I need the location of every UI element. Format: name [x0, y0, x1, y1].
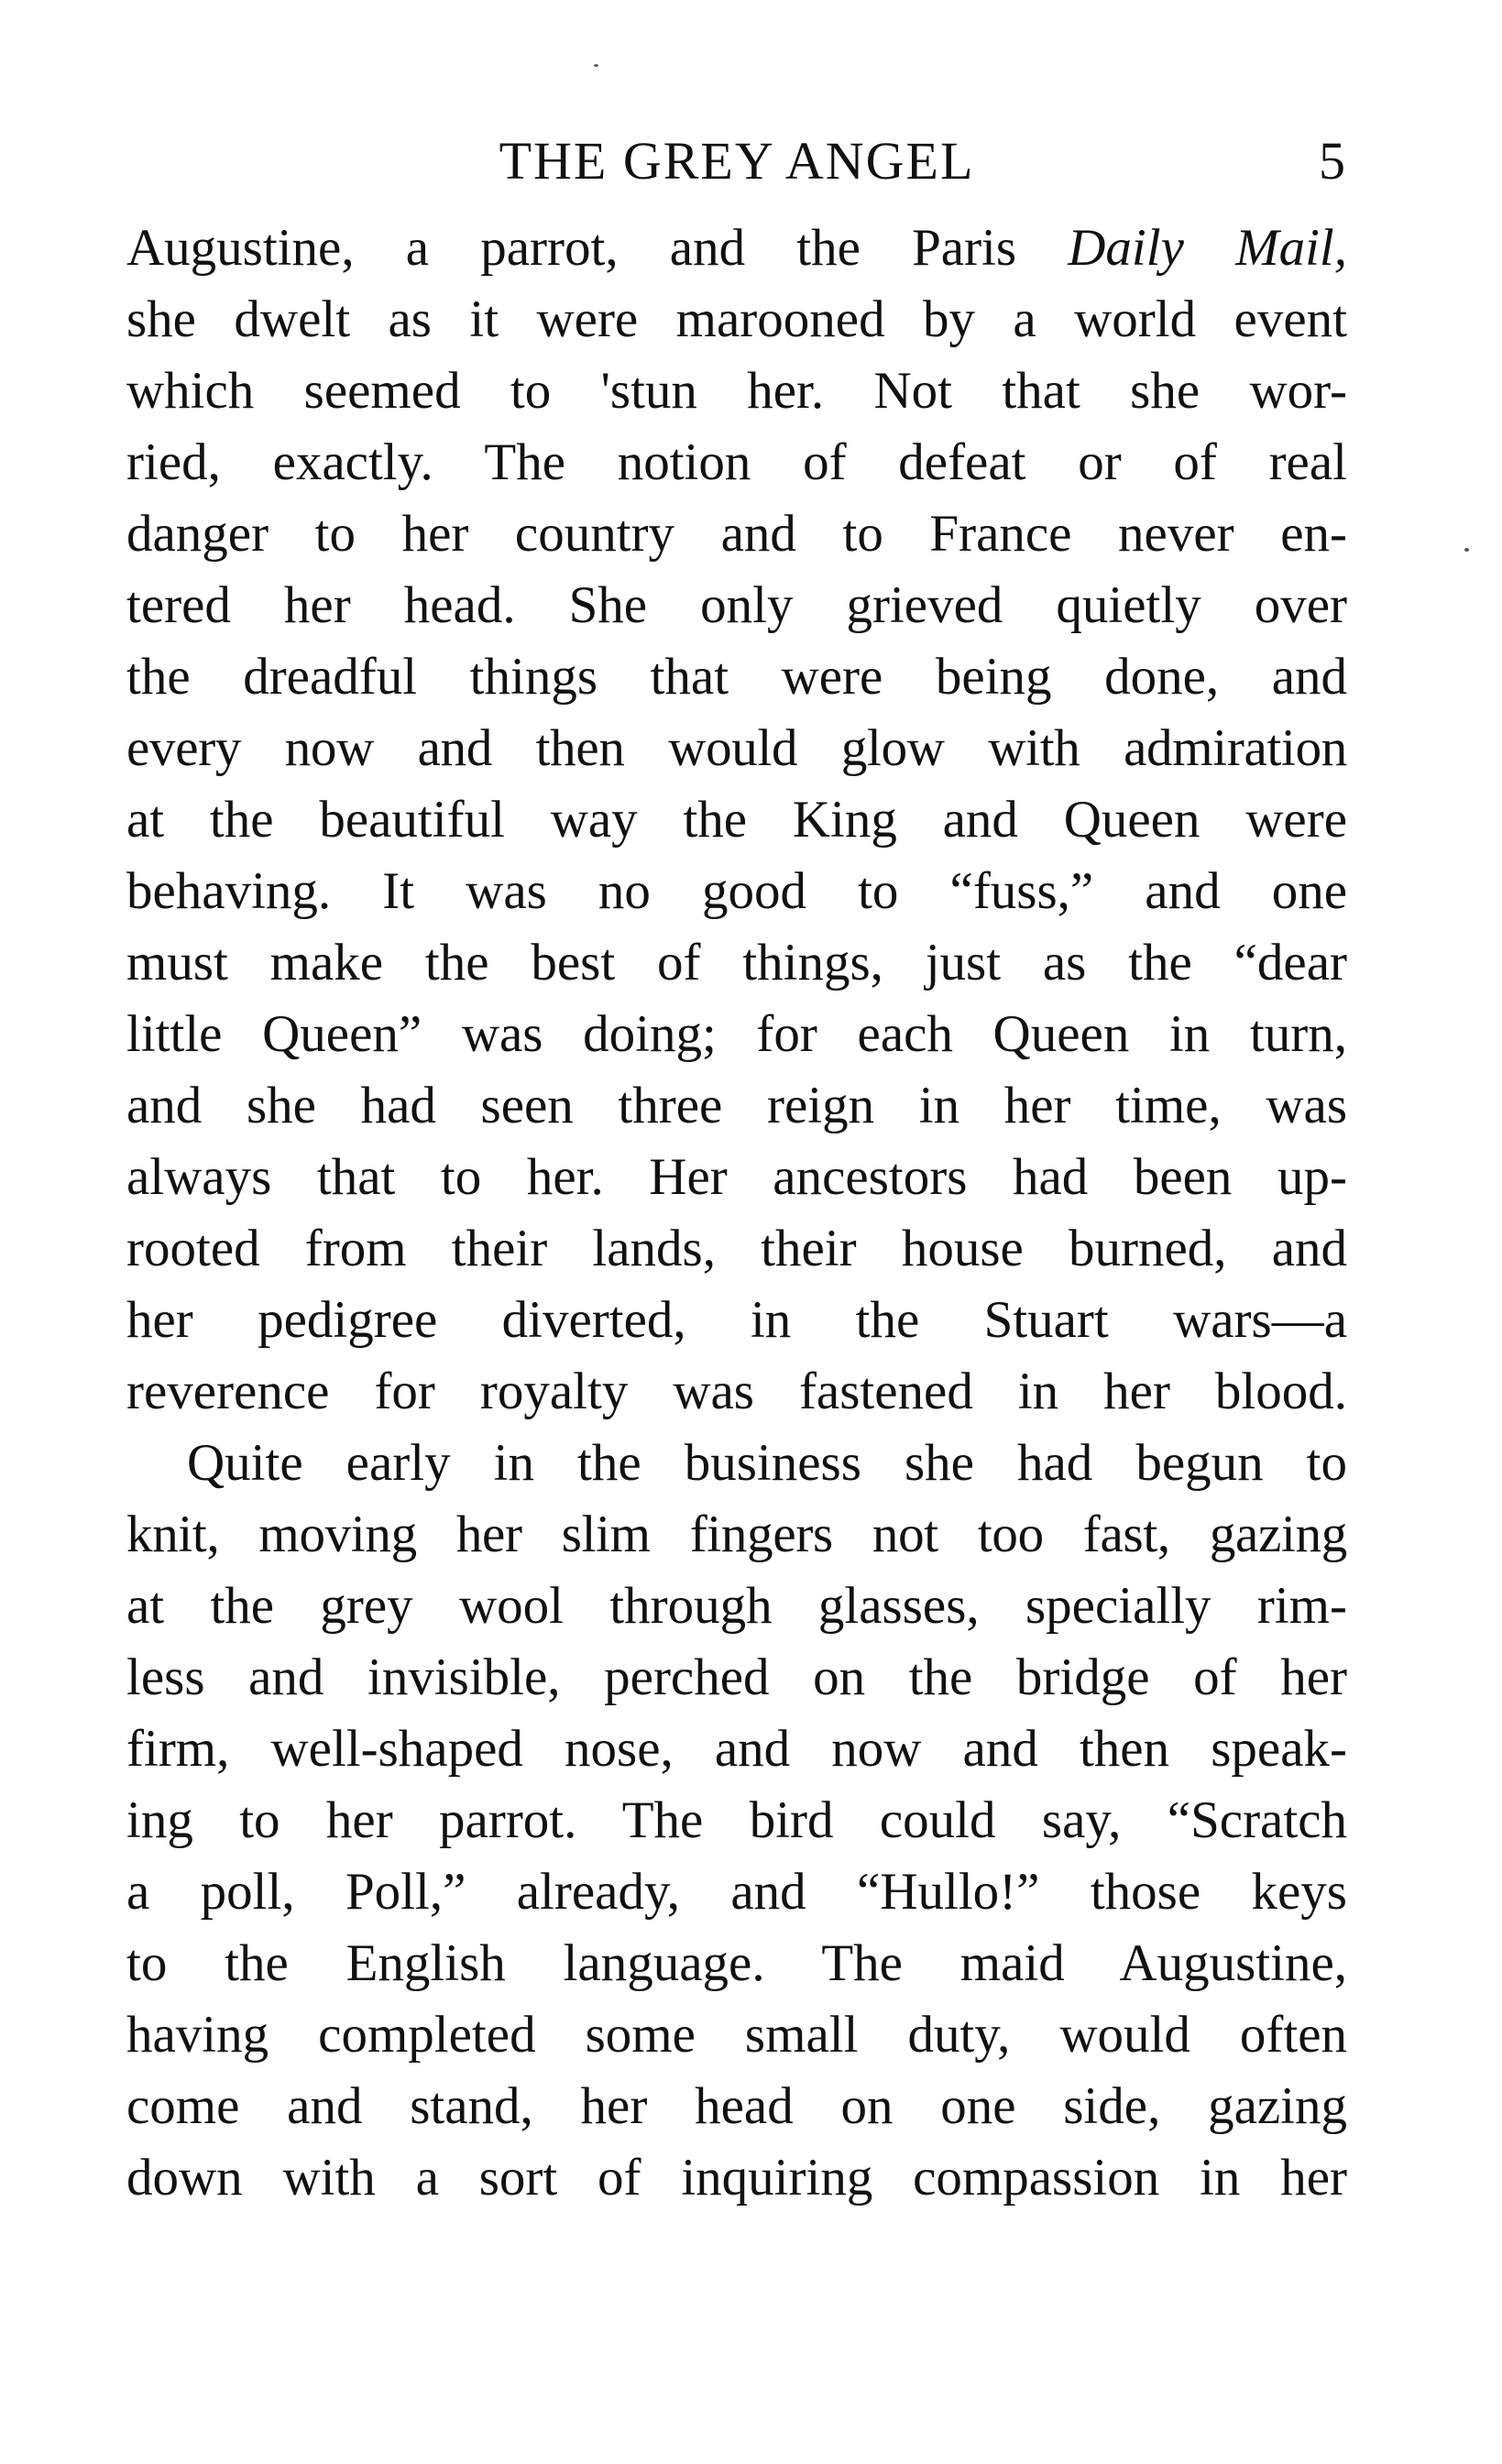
text-line: come and stand, her head on one side, gazing [126, 2077, 1347, 2135]
text-line: to the English language. The maid Augustine, [126, 1934, 1347, 1992]
book-page [126, 130, 1347, 2214]
text-line: at the beautiful way the King and Queen were [126, 791, 1347, 849]
text-line: Quite early in the business she had begun to [187, 1434, 1347, 1492]
text-line [126, 213, 1347, 284]
text-line: her pedigree diverted, in the Stuart wars—a [126, 1291, 1347, 1349]
print-speck-right [1464, 548, 1469, 552]
text-line: must make the best of things, just as the “dear [126, 934, 1347, 991]
text-line: ried, exactly. The notion of defeat or of real [126, 433, 1347, 491]
paragraph-2 [126, 1428, 1347, 2214]
text-line: firm, well-shaped nose, and now and then speak- [126, 1720, 1347, 1778]
text-line: little Queen” was doing; for each Queen in turn, [126, 1005, 1347, 1063]
body-text [126, 213, 1347, 2214]
text-line: behaving. It was no good to “fuss,” and one [126, 862, 1347, 920]
text-line: down with a sort of inquiring compassion in her [126, 2149, 1347, 2207]
text-line: at the grey wool through glasses, specially rim- [126, 1577, 1347, 1635]
text-line: always that to her. Her ancestors had been up- [126, 1148, 1347, 1206]
text-line: less and invisible, perched on the bridge of her [126, 1648, 1347, 1706]
text-line: danger to her country and to France never en- [126, 505, 1347, 563]
text-line: and she had seen three reign in her time, was [126, 1077, 1347, 1134]
text-line: a poll, Poll,” already, and “Hullo!” those keys [126, 1863, 1347, 1921]
text-line: which seemed to 'stun her. Not that she wor- [126, 362, 1347, 420]
paragraph-1 [126, 213, 1347, 1428]
text-line: tered her head. She only grieved quietly over [126, 576, 1347, 634]
page-number: 5 [1319, 131, 1347, 191]
text-line: knit, moving her slim fingers not too fast, gazing [126, 1506, 1347, 1563]
text-line: rooted from their lands, their house burned, and [126, 1220, 1347, 1277]
print-speck-top [594, 64, 598, 67]
page-header [126, 130, 1347, 213]
text-line: the dreadful things that were being done, and [126, 648, 1347, 706]
text-line: reverence for royalty was fastened in her blood. [126, 1363, 1347, 1420]
italic-publication-title: Daily Mail, [1068, 219, 1347, 277]
text-line: she dwelt as it were marooned by a world event [126, 290, 1347, 348]
text-line: ing to her parrot. The bird could say, “Scratch [126, 1791, 1347, 1849]
running-title: THE GREY ANGEL [499, 131, 975, 191]
text-line: having completed some small duty, would often [126, 2006, 1347, 2064]
text-line-segment: Augustine, a parrot, and the Paris [126, 219, 1069, 277]
text-line: every now and then would glow with admiration [126, 719, 1347, 777]
